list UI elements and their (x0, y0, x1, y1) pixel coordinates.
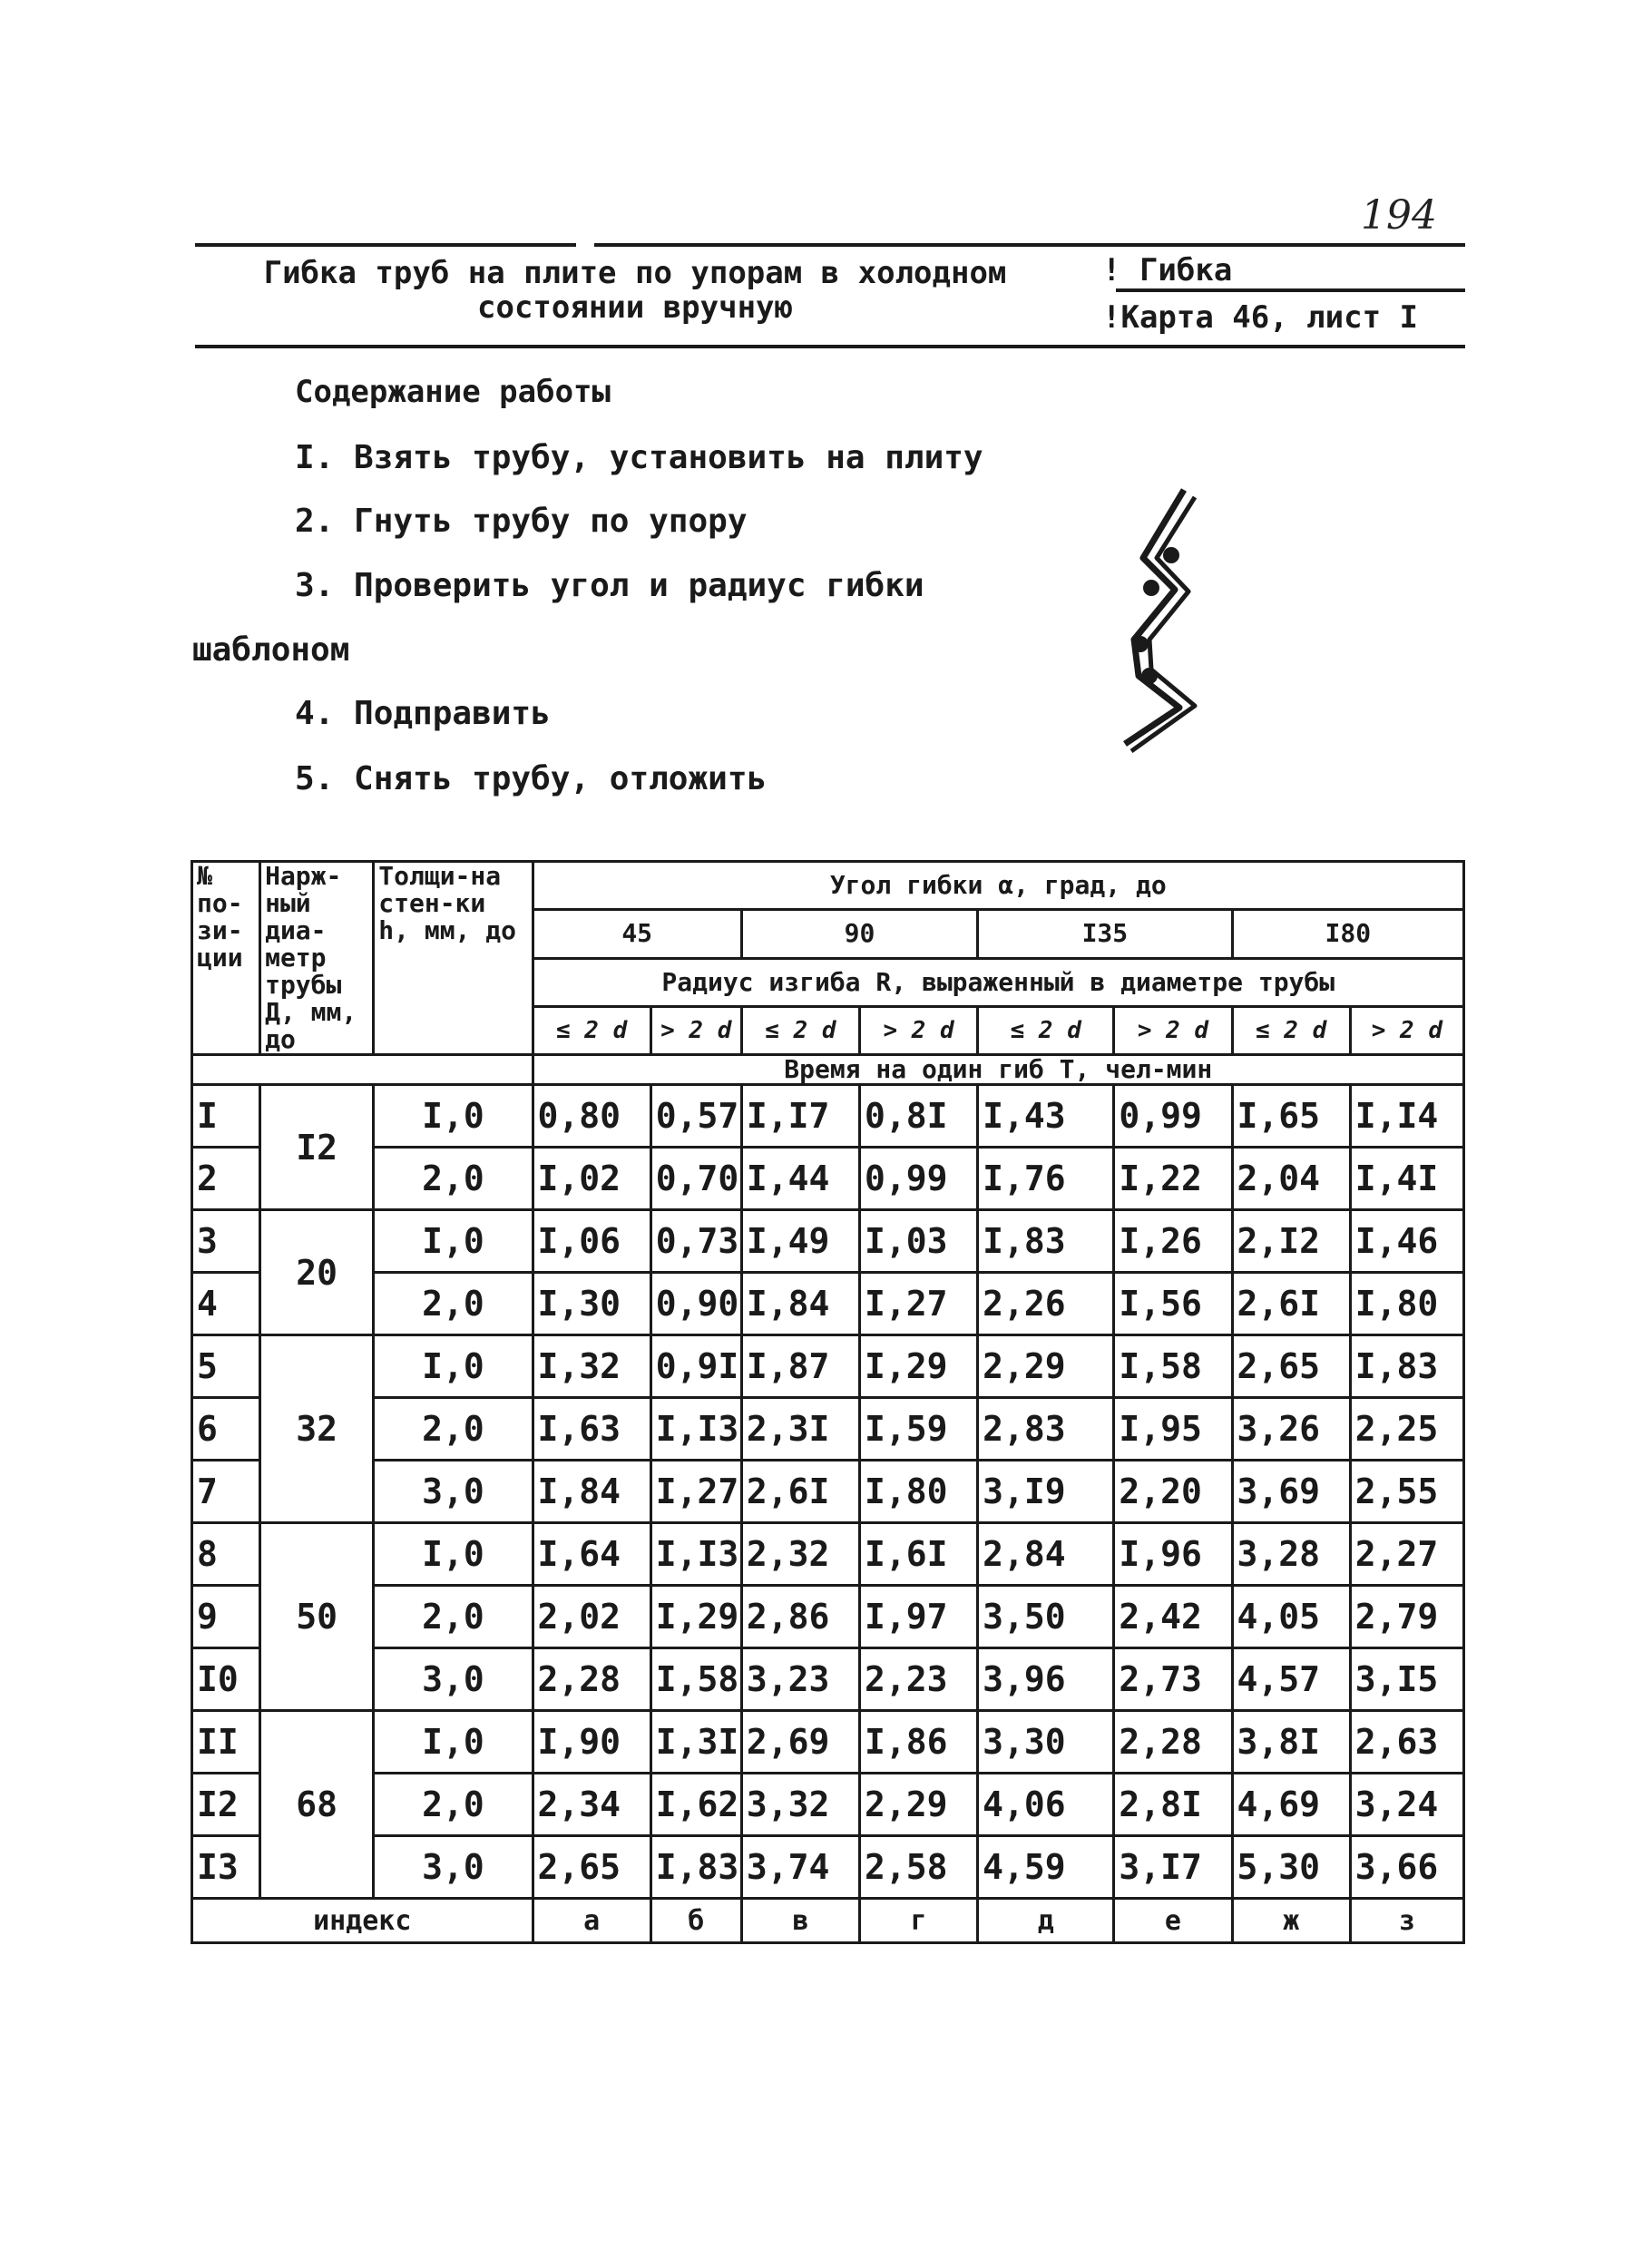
time-value: I,I7 (741, 1085, 859, 1148)
time-value: 2,86 (741, 1586, 859, 1648)
time-value: 4,57 (1232, 1648, 1350, 1711)
position-number: I0 (192, 1648, 260, 1711)
time-value: I,29 (650, 1586, 741, 1648)
col-header-thickness: Толщи-на стен-ки h, мм, до (374, 862, 533, 1055)
category-label: ! Гибка (1102, 252, 1233, 288)
time-value: 0,99 (860, 1148, 978, 1210)
radius-sub-5: ≤ 2 d (978, 1006, 1114, 1054)
time-value: 2,27 (1350, 1523, 1463, 1586)
time-value: 2,73 (1114, 1648, 1232, 1711)
table-row (192, 1648, 1464, 1711)
card-label: !Карта 46, лист I (1102, 299, 1418, 336)
position-number: I (192, 1085, 260, 1148)
time-value: 3,74 (741, 1836, 859, 1899)
table-row (192, 1586, 1464, 1648)
wall-thickness: 3,0 (374, 1461, 533, 1523)
angle-180: I80 (1232, 910, 1463, 958)
wall-thickness: I,0 (374, 1210, 533, 1273)
time-value: I,06 (533, 1210, 650, 1273)
time-value: I,26 (1114, 1210, 1232, 1273)
time-value: I,63 (533, 1398, 650, 1461)
time-value: I,44 (741, 1148, 859, 1210)
time-value: 2,04 (1232, 1148, 1350, 1210)
time-value: I,I3 (650, 1523, 741, 1586)
position-number: 4 (192, 1273, 260, 1335)
radius-sub-1: ≤ 2 d (533, 1006, 650, 1054)
table-row (192, 1273, 1464, 1335)
position-number: 6 (192, 1398, 260, 1461)
time-value: 2,26 (978, 1273, 1114, 1335)
wall-thickness: I,0 (374, 1523, 533, 1586)
radius-sub-3: ≤ 2 d (741, 1006, 859, 1054)
index-letter: е (1114, 1899, 1232, 1943)
time-value: 0,70 (650, 1148, 741, 1210)
time-value: 0,9I (650, 1335, 741, 1398)
outer-diameter: I2 (260, 1085, 374, 1210)
step-1: I. Взять трубу, установить на плиту (295, 439, 983, 476)
wall-thickness: 2,0 (374, 1148, 533, 1210)
time-value: 2,83 (978, 1398, 1114, 1461)
top-rule-right (594, 243, 1465, 247)
time-value: I,27 (650, 1461, 741, 1523)
time-value: 4,69 (1232, 1774, 1350, 1836)
outer-diameter: 50 (260, 1523, 374, 1711)
index-letter: б (650, 1899, 741, 1943)
time-value: 3,23 (741, 1648, 859, 1711)
time-value: 3,50 (978, 1586, 1114, 1648)
wall-thickness: 2,0 (374, 1273, 533, 1335)
position-number: I3 (192, 1836, 260, 1899)
wall-thickness: I,0 (374, 1085, 533, 1148)
step-3: 3. Проверить угол и радиус гибки (295, 567, 924, 604)
time-value: 2,65 (533, 1836, 650, 1899)
time-value: 0,90 (650, 1273, 741, 1335)
time-value: I,I3 (650, 1398, 741, 1461)
step-3-continuation: шаблоном (192, 631, 350, 669)
radius-sub-2: > 2 d (650, 1006, 741, 1054)
table-row (192, 1210, 1464, 1273)
time-value: 3,30 (978, 1711, 1114, 1774)
col-header-position: № по-зи-ции (192, 862, 260, 1055)
angle-header: Угол гибки α, град, до (533, 862, 1463, 910)
time-value: I,64 (533, 1523, 650, 1586)
title-line-2: состоянии вручную (477, 289, 793, 326)
table-body (192, 1085, 1464, 1943)
time-value: 0,80 (533, 1085, 650, 1148)
time-value: 2,28 (1114, 1711, 1232, 1774)
time-value: I,80 (1350, 1273, 1463, 1335)
time-value: I,76 (978, 1148, 1114, 1210)
time-value: I,84 (533, 1461, 650, 1523)
step-5: 5. Снять трубу, отложить (295, 760, 768, 797)
time-value: 3,32 (741, 1774, 859, 1836)
time-value: I,3I (650, 1711, 741, 1774)
time-norms-table (191, 860, 1465, 1944)
radius-header: Радиус изгиба R, выраженный в диаметре трубы (533, 958, 1463, 1006)
index-label: индекс (192, 1899, 533, 1943)
radius-sub-6: > 2 d (1114, 1006, 1232, 1054)
time-header: Время на один гиб Т, чел-мин (533, 1055, 1463, 1085)
angle-90: 90 (741, 910, 977, 958)
time-value: 2,25 (1350, 1398, 1463, 1461)
time-value: I,4I (1350, 1148, 1463, 1210)
table-row (192, 1148, 1464, 1210)
top-rule-left (195, 243, 576, 247)
table-row (192, 1523, 1464, 1586)
time-value: 2,3I (741, 1398, 859, 1461)
time-value: I,I4 (1350, 1085, 1463, 1148)
index-letter: а (533, 1899, 650, 1943)
angle-45: 45 (533, 910, 741, 958)
outer-diameter: 68 (260, 1711, 374, 1899)
time-value: 0,73 (650, 1210, 741, 1273)
wall-thickness: 2,0 (374, 1586, 533, 1648)
time-value: I,02 (533, 1148, 650, 1210)
position-number: 8 (192, 1523, 260, 1586)
time-value: 0,99 (1114, 1085, 1232, 1148)
time-value: 2,23 (860, 1648, 978, 1711)
index-letter: д (978, 1899, 1114, 1943)
col-header-diameter: Нарж-ный диа-метр трубы Д, мм, до (260, 862, 374, 1055)
position-number: 3 (192, 1210, 260, 1273)
time-value: 2,I2 (1232, 1210, 1350, 1273)
time-value: I,83 (650, 1836, 741, 1899)
time-value: I,46 (1350, 1210, 1463, 1273)
time-value: I,29 (860, 1335, 978, 1398)
time-value: 2,58 (860, 1836, 978, 1899)
time-value: 3,I9 (978, 1461, 1114, 1523)
time-value: 2,42 (1114, 1586, 1232, 1648)
wall-thickness: 2,0 (374, 1774, 533, 1836)
time-value: I,58 (1114, 1335, 1232, 1398)
step-2: 2. Гнуть трубу по упору (295, 503, 748, 540)
time-value: 3,I5 (1350, 1648, 1463, 1711)
header-bottom-rule (195, 345, 1465, 348)
time-value: I,65 (1232, 1085, 1350, 1148)
time-value: 2,79 (1350, 1586, 1463, 1648)
time-value: I,96 (1114, 1523, 1232, 1586)
time-value: I,03 (860, 1210, 978, 1273)
radius-sub-7: ≤ 2 d (1232, 1006, 1350, 1054)
time-value: I,59 (860, 1398, 978, 1461)
time-value: 3,26 (1232, 1398, 1350, 1461)
time-value: I,56 (1114, 1273, 1232, 1335)
time-value: I,58 (650, 1648, 741, 1711)
table-row (192, 1711, 1464, 1774)
time-value: I,32 (533, 1335, 650, 1398)
time-value: 3,96 (978, 1648, 1114, 1711)
wall-thickness: 2,0 (374, 1398, 533, 1461)
time-value: I,97 (860, 1586, 978, 1648)
time-value: 2,34 (533, 1774, 650, 1836)
time-value: I,84 (741, 1273, 859, 1335)
time-value: 3,28 (1232, 1523, 1350, 1586)
time-value: 2,6I (741, 1461, 859, 1523)
time-value: 3,I7 (1114, 1836, 1232, 1899)
header-spacer (192, 1055, 533, 1085)
time-value: I,30 (533, 1273, 650, 1335)
time-value: 2,29 (978, 1335, 1114, 1398)
index-letter: в (741, 1899, 859, 1943)
time-value: 2,02 (533, 1586, 650, 1648)
wall-thickness: I,0 (374, 1711, 533, 1774)
index-letter: з (1350, 1899, 1463, 1943)
page-number: 194 (1361, 192, 1437, 239)
time-value: 2,55 (1350, 1461, 1463, 1523)
time-value: 2,63 (1350, 1711, 1463, 1774)
outer-diameter: 32 (260, 1335, 374, 1523)
time-value: I,6I (860, 1523, 978, 1586)
time-value: I,95 (1114, 1398, 1232, 1461)
time-value: 2,32 (741, 1523, 859, 1586)
time-value: I,87 (741, 1335, 859, 1398)
time-value: I,22 (1114, 1148, 1232, 1210)
time-value: I,27 (860, 1273, 978, 1335)
time-value: I,83 (978, 1210, 1114, 1273)
wall-thickness: 3,0 (374, 1648, 533, 1711)
time-value: 2,84 (978, 1523, 1114, 1586)
position-number: 2 (192, 1148, 260, 1210)
time-value: I,90 (533, 1711, 650, 1774)
position-number: I2 (192, 1774, 260, 1836)
time-value: 3,8I (1232, 1711, 1350, 1774)
work-content-title: Содержание работы (295, 374, 611, 410)
time-value: 2,69 (741, 1711, 859, 1774)
time-value: 0,8I (860, 1085, 978, 1148)
time-value: 2,6I (1232, 1273, 1350, 1335)
radius-sub-8: > 2 d (1350, 1006, 1463, 1054)
time-value: I,62 (650, 1774, 741, 1836)
time-value: 2,8I (1114, 1774, 1232, 1836)
table-row (192, 1085, 1464, 1148)
radius-sub-4: > 2 d (860, 1006, 978, 1054)
time-value: 4,06 (978, 1774, 1114, 1836)
time-value: I,43 (978, 1085, 1114, 1148)
table-row (192, 1774, 1464, 1836)
time-value: 3,66 (1350, 1836, 1463, 1899)
table-row (192, 1398, 1464, 1461)
time-value: I,49 (741, 1210, 859, 1273)
time-value: 0,57 (650, 1085, 741, 1148)
time-value: 2,28 (533, 1648, 650, 1711)
wall-thickness: I,0 (374, 1335, 533, 1398)
position-number: 7 (192, 1461, 260, 1523)
time-value: 4,05 (1232, 1586, 1350, 1648)
time-value: 4,59 (978, 1836, 1114, 1899)
table-row (192, 1836, 1464, 1899)
position-number: 9 (192, 1586, 260, 1648)
time-value: 5,30 (1232, 1836, 1350, 1899)
title-line-1: Гибка труб на плите по упорам в холодном (263, 255, 1007, 291)
time-value: I,86 (860, 1711, 978, 1774)
angle-135: I35 (978, 910, 1232, 958)
time-value: 3,69 (1232, 1461, 1350, 1523)
index-letter: ж (1232, 1899, 1350, 1943)
document-title (191, 256, 1080, 325)
step-4: 4. Подправить (295, 695, 551, 732)
position-number: 5 (192, 1335, 260, 1398)
time-value: I,83 (1350, 1335, 1463, 1398)
time-value: 2,65 (1232, 1335, 1350, 1398)
time-value: 2,20 (1114, 1461, 1232, 1523)
category-underline (1116, 288, 1465, 292)
time-value: 3,24 (1350, 1774, 1463, 1836)
bent-pipe-sketch (1084, 481, 1229, 753)
time-value: 2,29 (860, 1774, 978, 1836)
index-row (192, 1899, 1464, 1943)
index-letter: г (860, 1899, 978, 1943)
time-value: I,80 (860, 1461, 978, 1523)
wall-thickness: 3,0 (374, 1836, 533, 1899)
outer-diameter: 20 (260, 1210, 374, 1335)
table-row (192, 1335, 1464, 1398)
position-number: II (192, 1711, 260, 1774)
table-row (192, 1461, 1464, 1523)
